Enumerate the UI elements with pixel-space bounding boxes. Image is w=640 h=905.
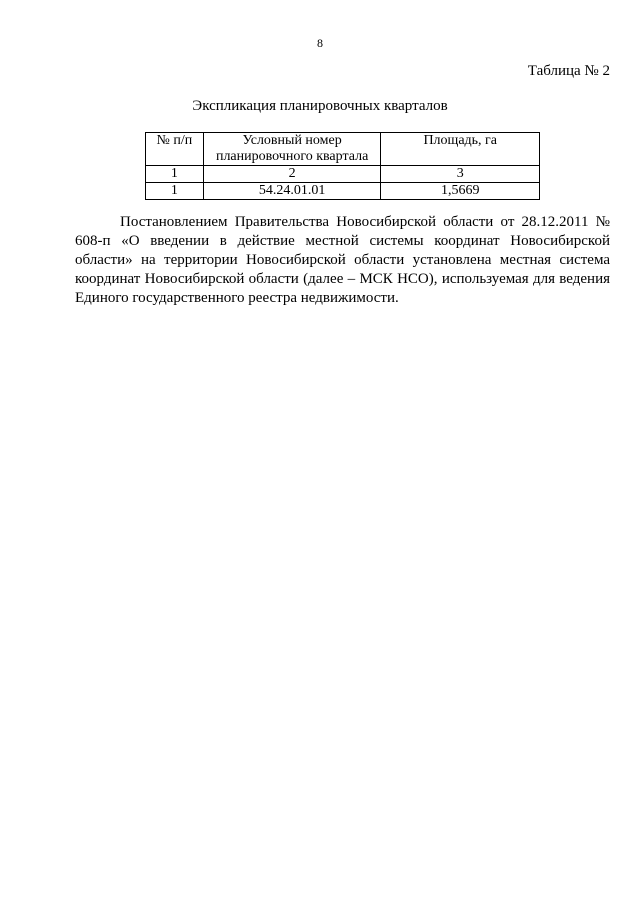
table-title: Экспликация планировочных кварталов bbox=[192, 98, 448, 114]
body-paragraph: Постановлением Правительства Новосибирской области от 28.12.2011 № 608-п «О введении в действие местной системы координат Новосибирской области» на территории Новосибирской области установлена местная система координат Новосибирской области (далее – МСК НСО), используемая для ведения Единого государственного реестра недвижимости. bbox=[75, 214, 610, 306]
index-cell: 3 bbox=[381, 166, 540, 183]
table-header-row bbox=[146, 133, 540, 166]
header-block-number: Условный номер планировочного квартала bbox=[203, 133, 381, 166]
index-cell: 2 bbox=[203, 166, 381, 183]
header-number: № п/п bbox=[146, 133, 204, 166]
table-row bbox=[146, 183, 540, 200]
block-number-cell: 54.24.01.01 bbox=[203, 183, 381, 200]
header-area: Площадь, га bbox=[381, 133, 540, 166]
area-cell: 1,5669 bbox=[381, 183, 540, 200]
page-number: 8 bbox=[317, 36, 323, 50]
table-index-row bbox=[146, 166, 540, 183]
explication-table bbox=[145, 132, 540, 200]
index-cell: 1 bbox=[146, 166, 204, 183]
table-label: Таблица № 2 bbox=[527, 63, 610, 79]
row-number-cell: 1 bbox=[146, 183, 204, 200]
